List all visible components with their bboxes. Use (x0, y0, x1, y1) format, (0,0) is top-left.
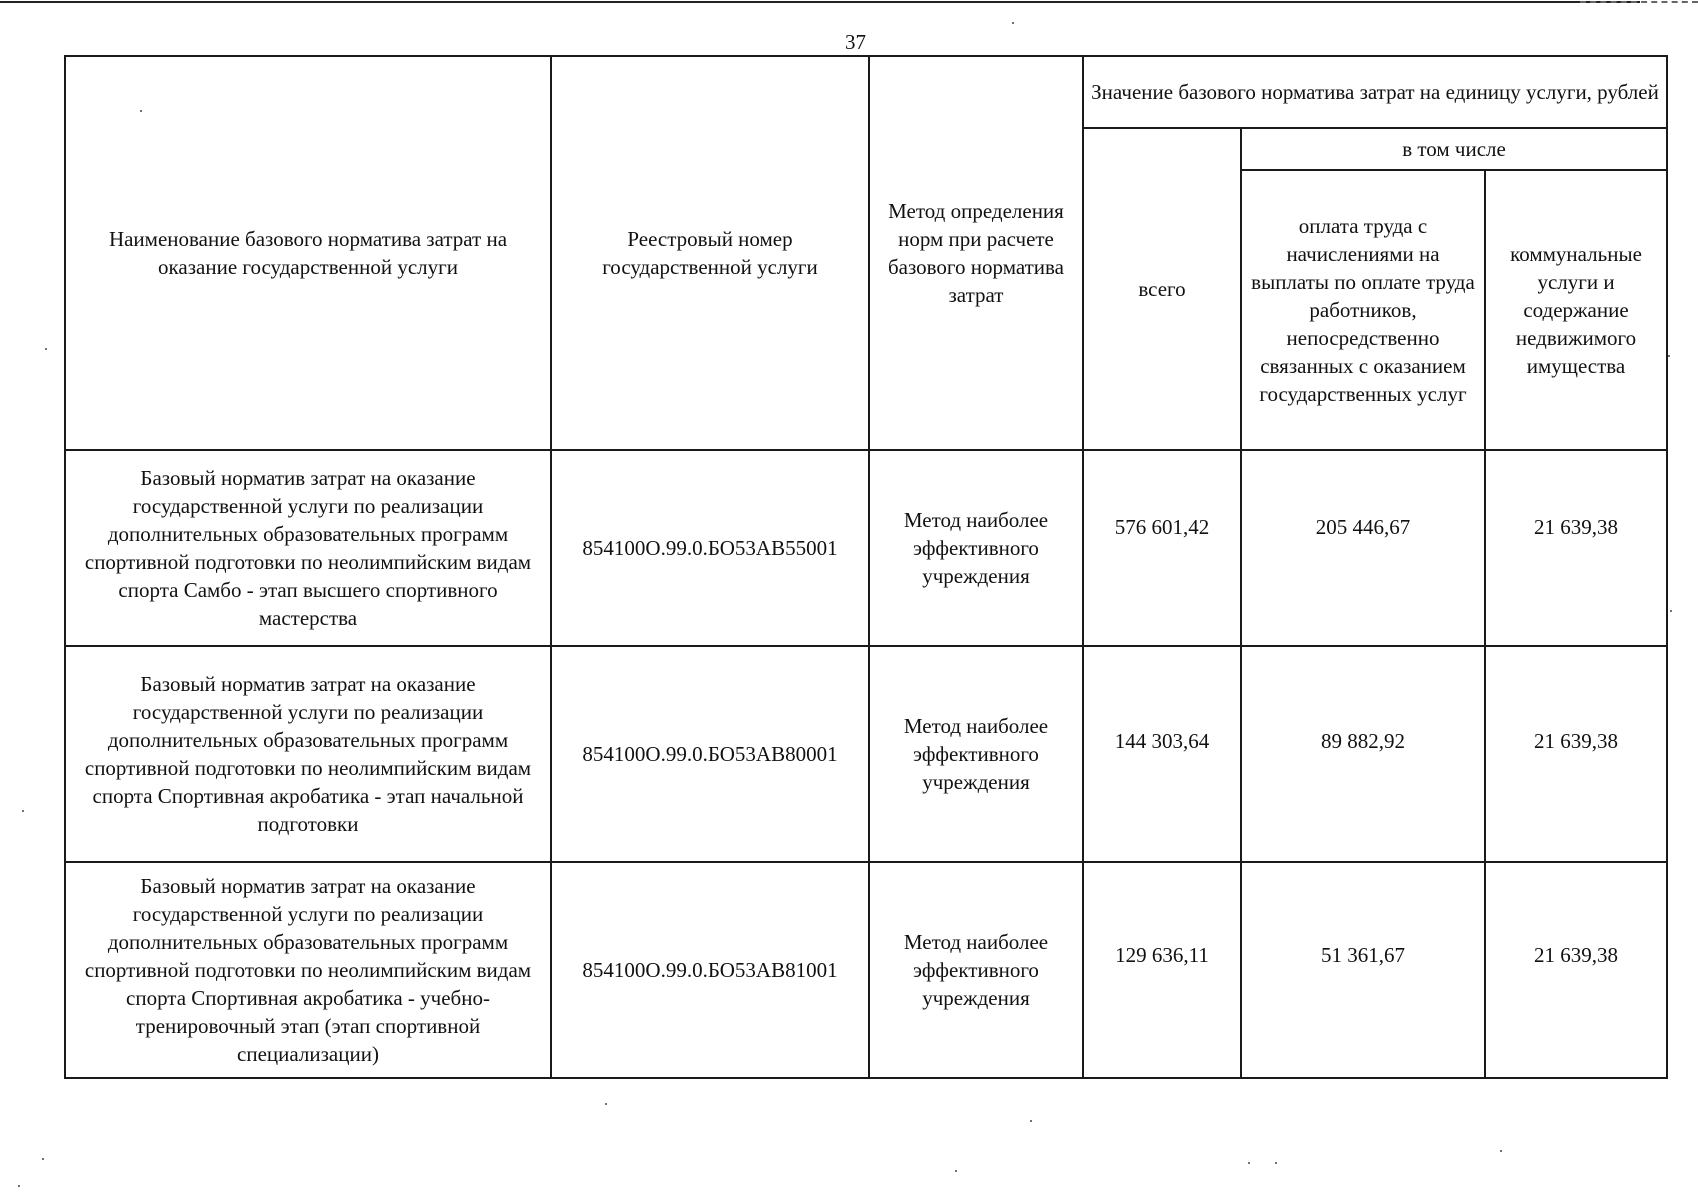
scan-speck (1248, 1162, 1250, 1164)
header-method: Метод определения норм при расчете базового норматива затрат (869, 56, 1083, 450)
scan-speck (22, 810, 24, 812)
scan-speck (42, 1158, 44, 1160)
row-labor: 51 361,67 (1241, 862, 1485, 1078)
row-utilities: 21 639,38 (1485, 646, 1667, 862)
row-name: Базовый норматив затрат на оказание государственной услуги по реализации дополнительных образовательных программ спортивной подготовки по неолимпийским видам спорта Спортивная акробатика - этап начальной подготовки (65, 646, 551, 862)
header-name: Наименование базового норматива затрат на оказание государственной услуги (65, 56, 551, 450)
row-utilities: 21 639,38 (1485, 450, 1667, 646)
page-number: 37 (845, 30, 866, 54)
scan-speck (605, 1103, 607, 1105)
scan-speck (1030, 1120, 1032, 1122)
row-total: 144 303,64 (1083, 646, 1241, 862)
scan-speck (1670, 610, 1672, 612)
row-method: Метод наиболее эффективного учреждения (869, 646, 1083, 862)
table-row (65, 862, 1667, 1078)
row-utilities: 21 639,38 (1485, 862, 1667, 1078)
row-registry: 854100О.99.0.БО53АВ81001 (551, 862, 869, 1078)
scan-speck (18, 1185, 20, 1187)
header-utilities: коммунальные услуги и содержание недвижимого имущества (1485, 170, 1667, 450)
header-including: в том числе (1241, 128, 1667, 170)
row-name: Базовый норматив затрат на оказание государственной услуги по реализации дополнительных образовательных программ спортивной подготовки по неолимпийским видам спорта Спортивная акробатика - учебно-тренировочный этап (этап спортивной специализации) (65, 862, 551, 1078)
row-registry: 854100О.99.0.БО53АВ80001 (551, 646, 869, 862)
scan-speck (1275, 1162, 1277, 1164)
scan-speck (1012, 22, 1014, 24)
row-method: Метод наиболее эффективного учреждения (869, 450, 1083, 646)
top-border-dash (1580, 1, 1698, 3)
top-border-line (0, 1, 1640, 3)
header-labor: оплата труда с начислениями на выплаты по оплате труда работников, непосредственно связанных с оказанием государственных услуг (1241, 170, 1485, 450)
header-row-top (65, 56, 1667, 128)
header-value-group: Значение базового норматива затрат на единицу услуги, рублей (1083, 56, 1667, 128)
row-labor: 205 446,67 (1241, 450, 1485, 646)
scan-speck (45, 348, 47, 350)
row-name: Базовый норматив затрат на оказание государственной услуги по реализации дополнительных образовательных программ спортивной подготовки по неолимпийским видам спорта Самбо - этап высшего спортивного мастерства (65, 450, 551, 646)
table-row (65, 450, 1667, 646)
scan-speck (140, 110, 142, 112)
cost-norms-table (64, 55, 1668, 1079)
scan-speck (1500, 1150, 1502, 1152)
row-method: Метод наиболее эффективного учреждения (869, 862, 1083, 1078)
scan-speck (955, 1170, 957, 1172)
table-row (65, 646, 1667, 862)
row-registry: 854100О.99.0.БО53АВ55001 (551, 450, 869, 646)
header-registry: Реестровый номер государственной услуги (551, 56, 869, 450)
header-total: всего (1083, 128, 1241, 450)
row-total: 576 601,42 (1083, 450, 1241, 646)
row-labor: 89 882,92 (1241, 646, 1485, 862)
row-total: 129 636,11 (1083, 862, 1241, 1078)
scan-speck (1668, 355, 1670, 357)
